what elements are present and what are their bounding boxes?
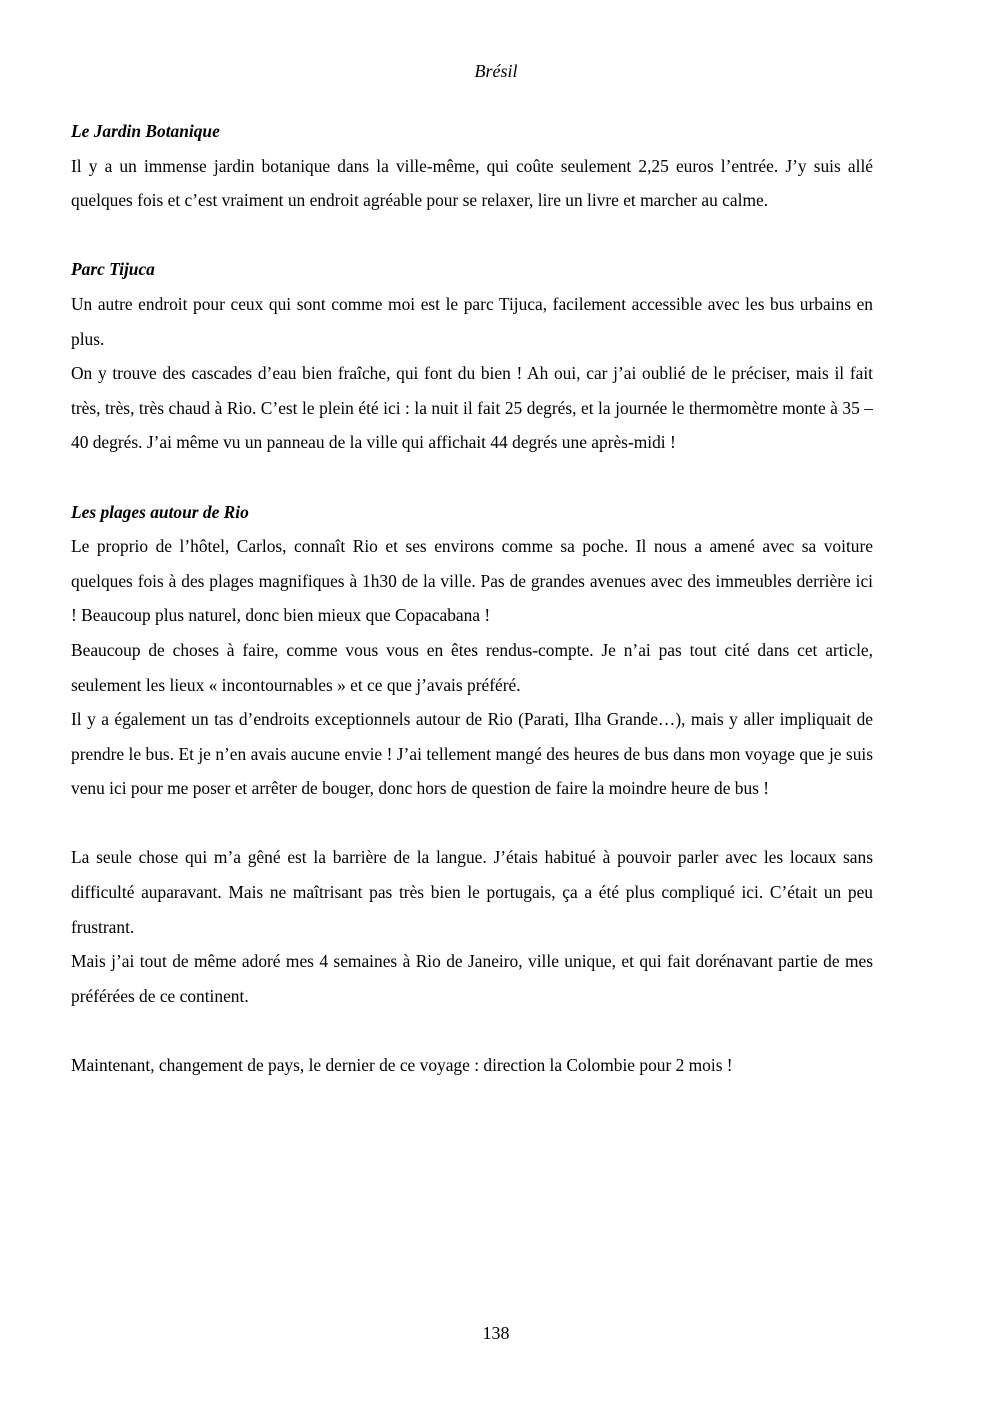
section-jardin-botanique xyxy=(71,114,873,218)
paragraph: Un autre endroit pour ceux qui sont comme moi est le parc Tijuca, facilement accessible avec les bus urbains en plus. xyxy=(71,293,873,349)
section-plages-autour-de-rio xyxy=(71,495,873,806)
page-header-title: Brésil xyxy=(474,61,518,81)
page-content xyxy=(71,114,873,1083)
page-number: 138 xyxy=(482,1323,510,1343)
section-title: Les plages autour de Rio xyxy=(71,501,249,522)
final-paragraph: Maintenant, changement de pays, le dernier de ce voyage : direction la Colombie pour 2 mois ! xyxy=(71,1055,733,1076)
paragraph: La seule chose qui m’a gêné est la barrière de la langue. J’étais habitué à pouvoir parler avec les locaux sans difficulté auparavant. Mais ne maîtrisant pas très bien le portugais, ça a été plus compliqué ici. C’était un peu frustrant. xyxy=(71,847,873,937)
section-parc-tijuca xyxy=(71,252,873,460)
paragraph-gap xyxy=(71,460,873,495)
paragraph: Il y a également un tas d’endroits exceptionnels autour de Rio (Parati, Ilha Grande…), mais y aller impliquait de prendre le bus. Et je n’en avais aucune envie ! J’ai tellement mangé des heures de bus dans mon voyage que je suis venu ici pour me poser et arrêter de bouger, donc hors de question de faire la moindre heure de bus ! xyxy=(71,709,873,799)
paragraph-gap xyxy=(71,218,873,253)
section-title: Le Jardin Botanique xyxy=(71,121,220,141)
closing-section xyxy=(71,840,873,1013)
paragraph: Il y a un immense jardin botanique dans la ville-même, qui coûte seulement 2,25 euros l’entrée. J’y suis allé quelques fois et c’est vraiment un endroit agréable pour se relaxer, lire un livre et marcher au calme. xyxy=(71,155,873,211)
paragraph: On y trouve des cascades d’eau bien fraîche, qui font du bien ! Ah oui, car j’ai oublié de le préciser, mais il fait très, très, très chaud à Rio. C’est le plein été ici : la nuit il fait 25 degrés, et la journée le thermomètre monte à 35 – 40 degrés. J’ai même vu un panneau de la ville qui affichait 44 degrés une après-midi ! xyxy=(71,363,873,453)
section-title: Parc Tijuca xyxy=(71,259,155,280)
paragraph-gap xyxy=(71,806,873,841)
paragraph: Le proprio de l’hôtel, Carlos, connaît Rio et ses environs comme sa poche. Il nous a amené avec sa voiture quelques fois à des plages magnifiques à 1h30 de la ville. Pas de grandes avenues avec des immeubles derrière ici ! Beaucoup plus naturel, donc bien mieux que Copacabana ! xyxy=(71,536,873,626)
paragraph-gap xyxy=(71,1013,873,1048)
paragraph: Beaucoup de choses à faire, comme vous vous en êtes rendus-compte. Je n’ai pas tout cité dans cet article, seulement les lieux « incontournables » et ce que j’avais préféré. xyxy=(71,639,873,695)
paragraph: Mais j’ai tout de même adoré mes 4 semaines à Rio de Janeiro, ville unique, et qui fait dorénavant partie de mes préférées de ce continent. xyxy=(71,951,873,1006)
